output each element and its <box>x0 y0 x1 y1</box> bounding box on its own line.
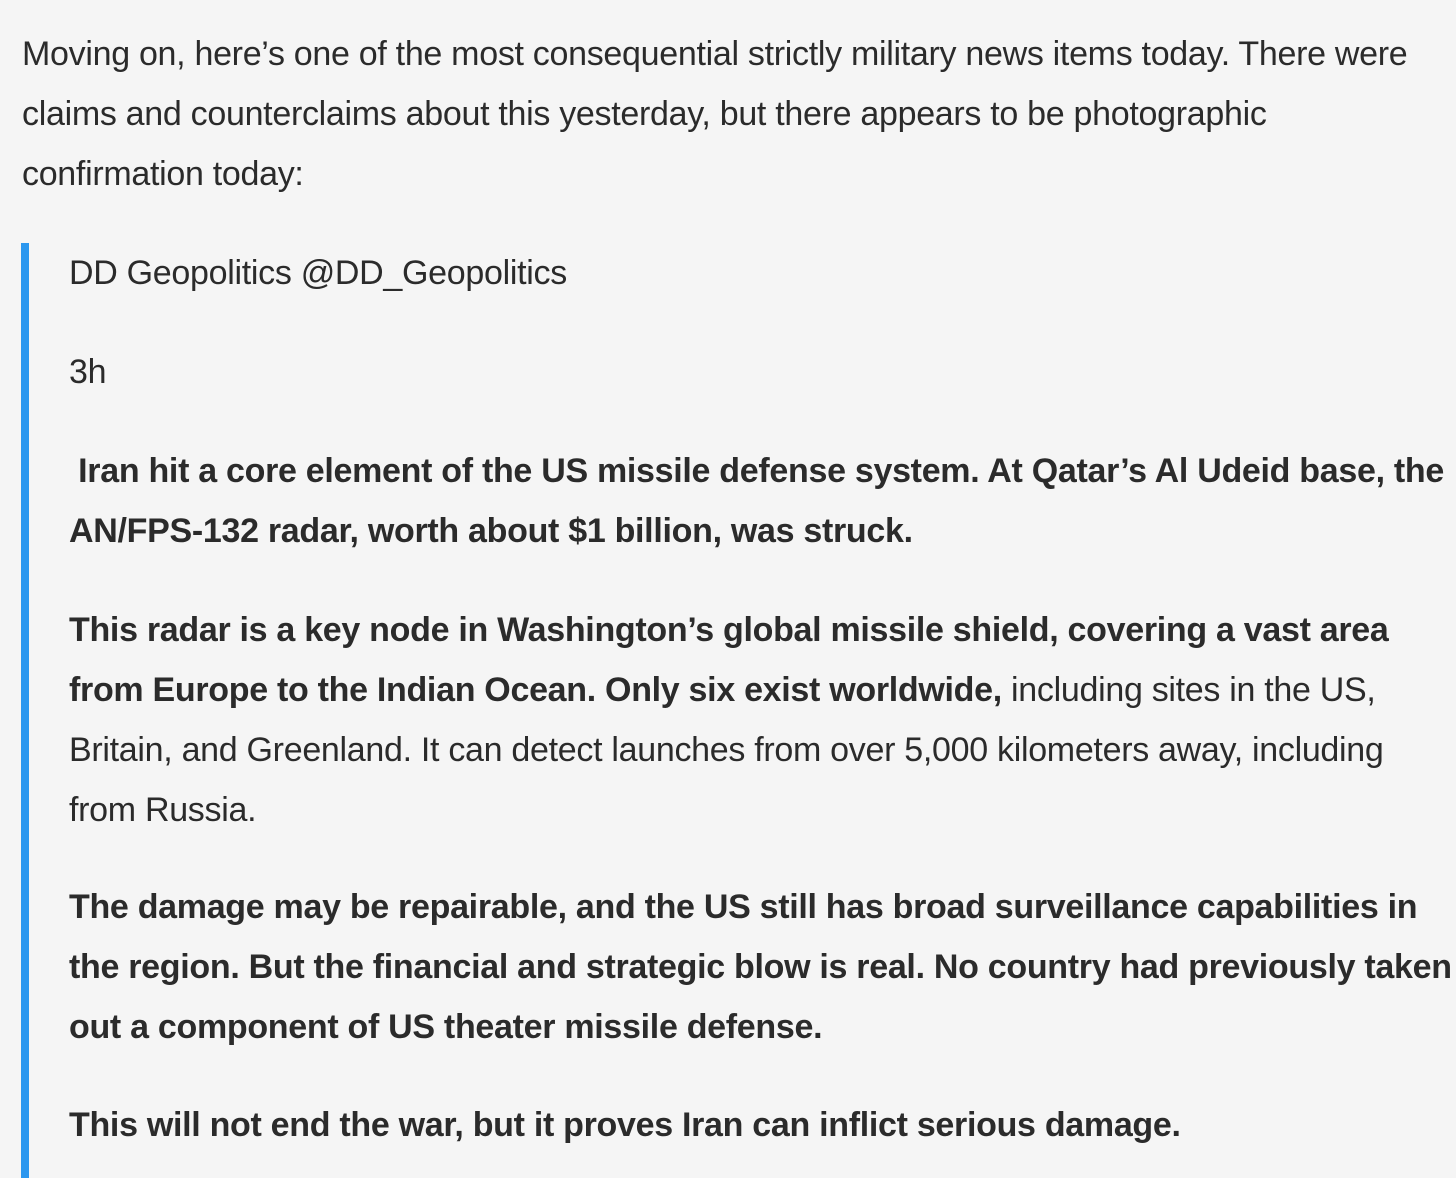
post-timestamp: 3h <box>69 353 107 391</box>
post-author: DD Geopolitics @DD_Geopolitics <box>69 254 567 292</box>
quote-paragraph-3: The damage may be repairable, and the US still has broad surveillance capabilities in the region. But the financial and strategic blow is real. No country had previously taken out a component of US theater missile defense. <box>69 888 1452 1046</box>
quote-paragraph-2 <box>69 600 1456 840</box>
quote-paragraph-2-normal: including sites in the US, Britain, and Greenland. It can detect launches from over 5,000 kilometers away, including from Russia. <box>69 671 1384 829</box>
intro-paragraph: Moving on, here’s one of the most consequential strictly military news items today. There were claims and counterclaims about this yesterday, but there appears to be photographic confirmation today: <box>22 35 1408 193</box>
embedded-post-quote <box>21 243 1456 1178</box>
quote-paragraph-1: Iran hit a core element of the US missile defense system. At Qatar’s Al Udeid base, the AN/FPS-132 radar, worth about $1 billion, was struck. <box>69 452 1452 550</box>
quote-paragraph-4: This will not end the war, but it proves Iran can inflict serious damage. <box>69 1106 1181 1144</box>
quote-paragraph-2-bold: This radar is a key node in Washington’s global missile shield, covering a vast area from Europe to the Indian Ocean. Only six exist worldwide, <box>69 611 1389 709</box>
